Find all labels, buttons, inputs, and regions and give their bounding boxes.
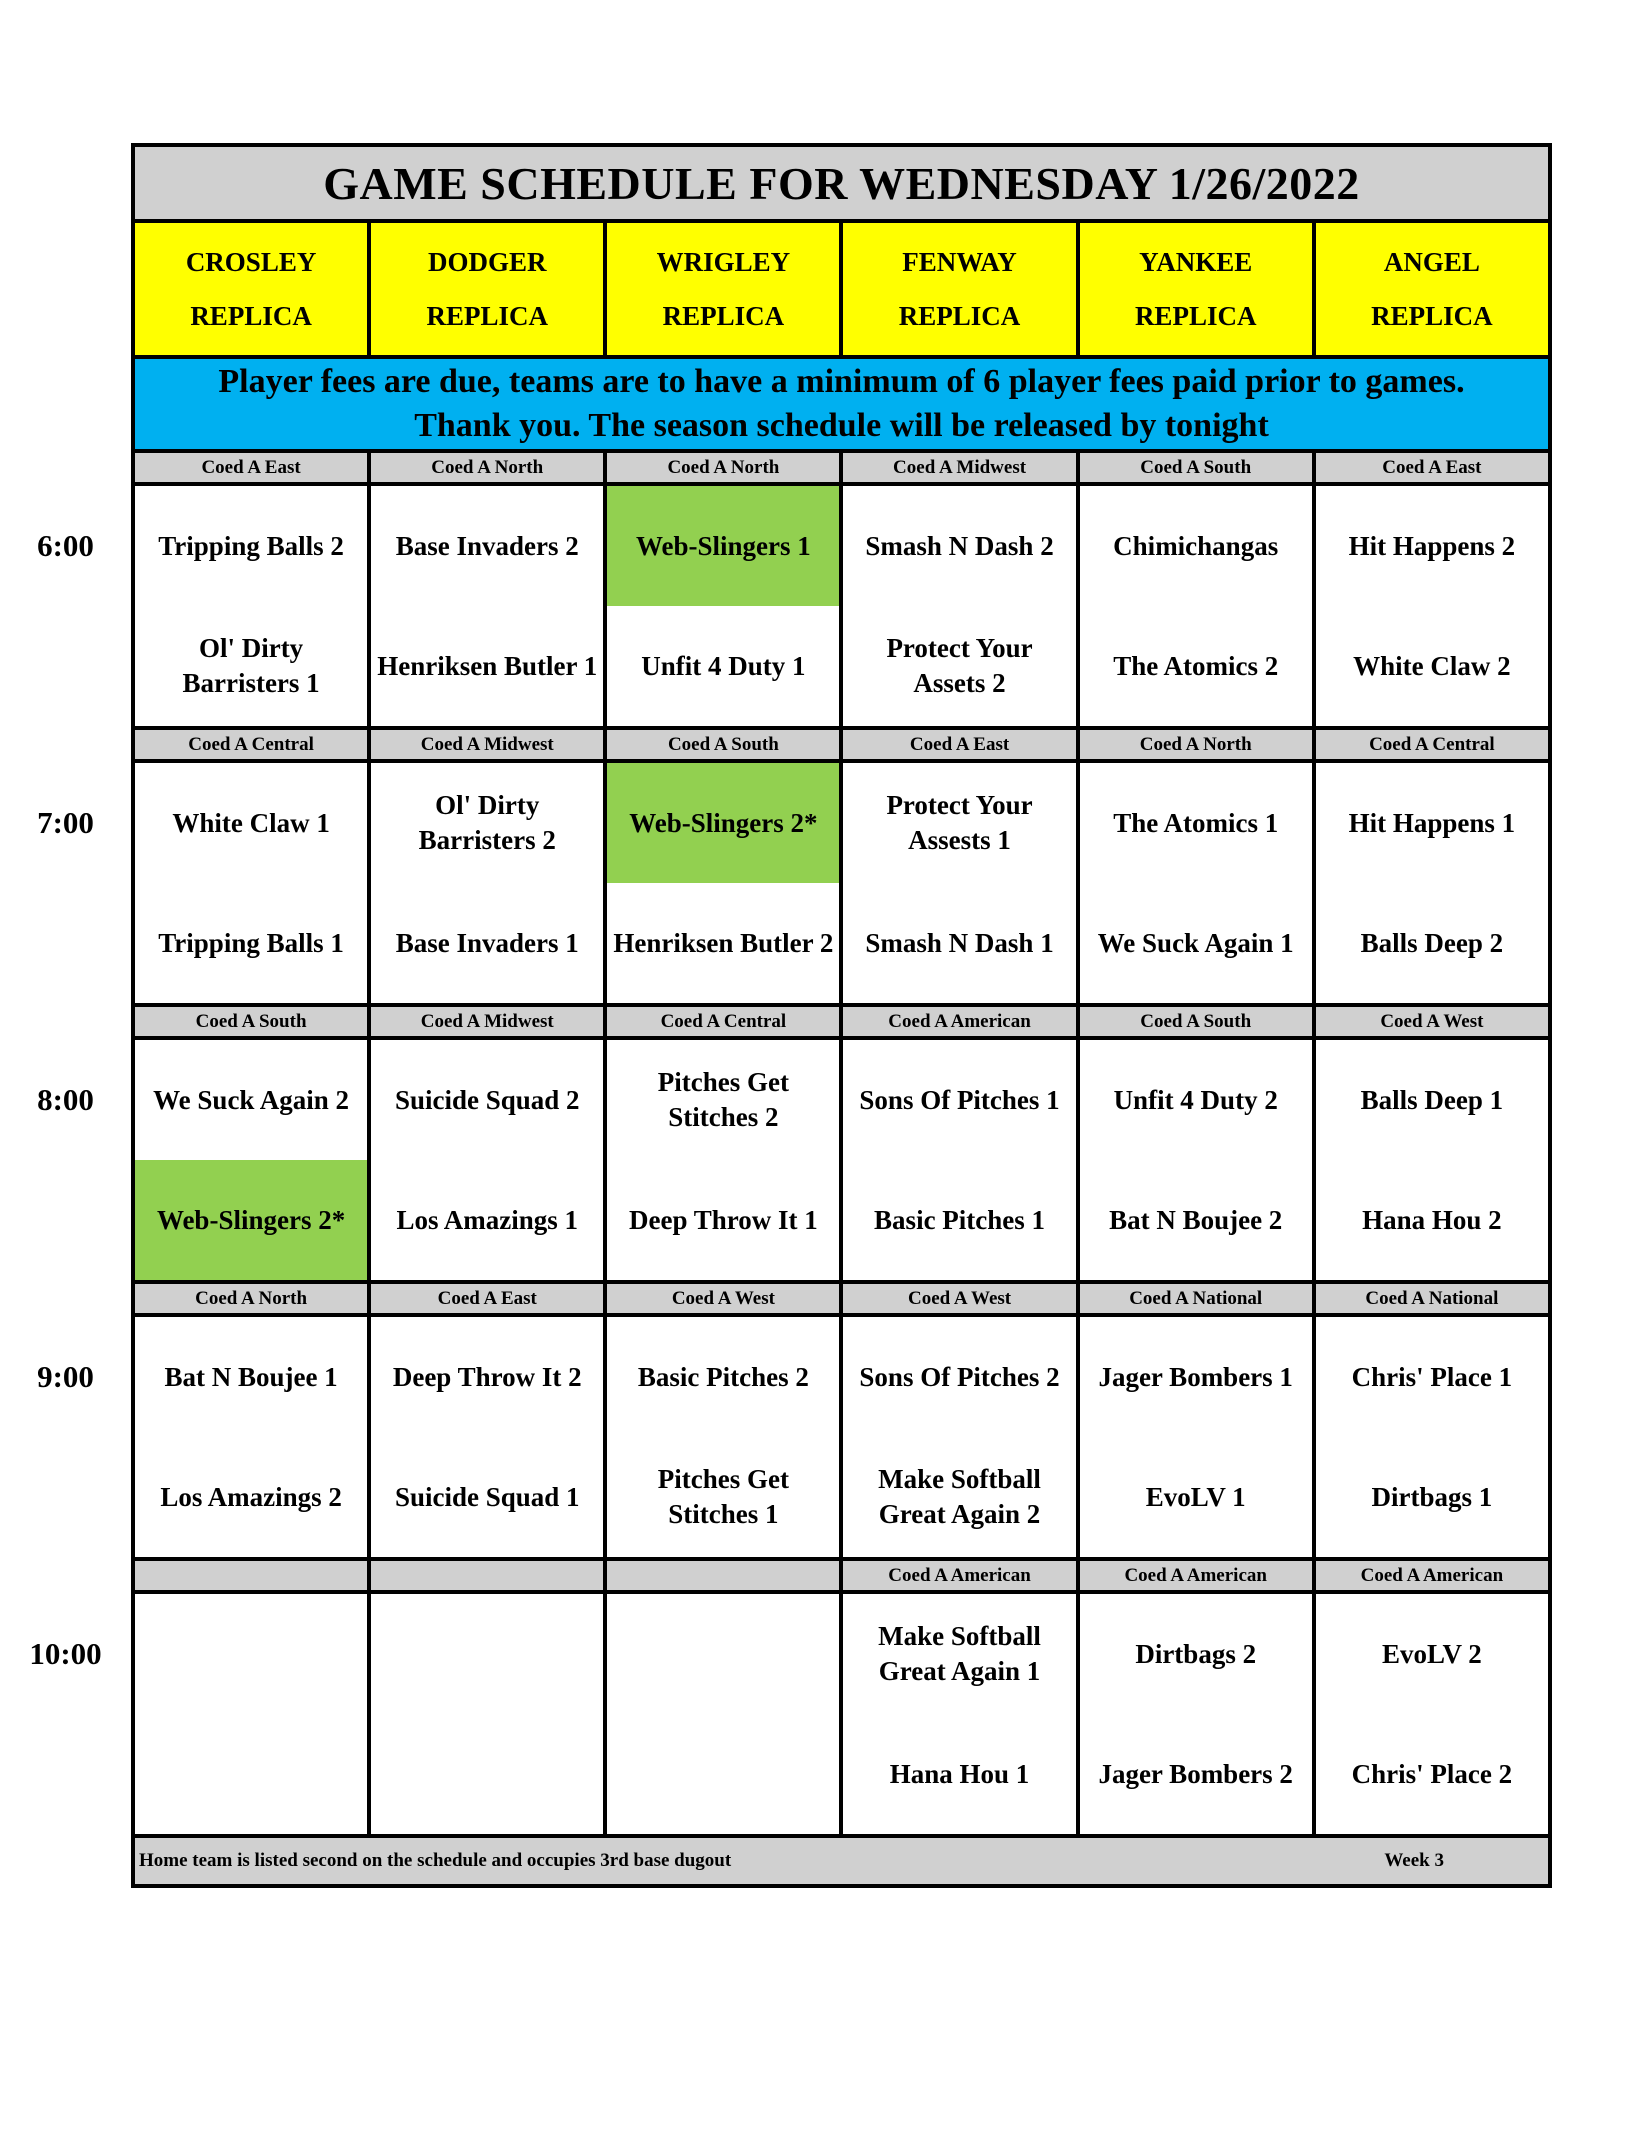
- game-matchup: [371, 486, 603, 726]
- away-team: Protect Your Assests 1: [886, 790, 1033, 855]
- field-type: REPLICA: [190, 301, 312, 331]
- home-team: [607, 1714, 839, 1834]
- game-cell: [369, 1315, 605, 1559]
- field-header-angel: [1314, 221, 1550, 357]
- home-team: Smash N Dash 1: [865, 927, 1054, 958]
- away-team: [607, 1594, 839, 1714]
- division-label: Coed A South: [1078, 451, 1314, 484]
- away-team: Balls Deep 1: [1360, 1084, 1504, 1115]
- field-name: DODGER: [427, 247, 547, 277]
- division-label: Coed A American: [1314, 1559, 1550, 1592]
- game-matchup: [371, 1317, 603, 1557]
- division-label: Coed A Midwest: [841, 451, 1077, 484]
- game-matchup: [1316, 1040, 1548, 1280]
- game-matchup: [371, 1594, 603, 1834]
- game-matchup: [135, 486, 367, 726]
- division-label: Coed A North: [369, 451, 605, 484]
- away-team: Basic Pitches 2: [637, 1361, 809, 1392]
- game-cell: [133, 1038, 369, 1282]
- game-cell: [369, 1038, 605, 1282]
- home-team: Dirtbags 1: [1371, 1481, 1493, 1512]
- game-cell: [1078, 1315, 1314, 1559]
- game-cell: [369, 484, 605, 728]
- game-cell: [369, 761, 605, 1005]
- division-label: Coed A South: [133, 1005, 369, 1038]
- home-team: Tripping Balls 1: [158, 927, 344, 958]
- game-matchup: [843, 486, 1075, 726]
- home-team: Bat N Boujee 2: [1109, 1204, 1283, 1235]
- game-matchup: [843, 1317, 1075, 1557]
- home-team: Pitches Get Stitches 1: [657, 1464, 789, 1529]
- away-team: Base Invaders 2: [395, 530, 579, 561]
- away-team: Hit Happens 1: [1348, 807, 1516, 838]
- field-header-fenway: [841, 221, 1077, 357]
- home-team: Hana Hou 1: [889, 1758, 1030, 1789]
- game-matchup: [1316, 1317, 1548, 1557]
- home-team: Base Invaders 1: [395, 927, 579, 958]
- division-label: Coed A West: [1314, 1005, 1550, 1038]
- away-team: Web-Slingers 2*: [607, 763, 839, 883]
- home-team-note: Home team is listed second on the schedule and occupies 3rd base dugout: [139, 1850, 732, 1871]
- fee-notice: [133, 357, 1550, 451]
- game-cell: [1078, 484, 1314, 728]
- home-team: Chris' Place 2: [1351, 1758, 1513, 1789]
- division-row: [133, 1282, 1550, 1315]
- game-cell: [1314, 1315, 1550, 1559]
- game-matchup: [135, 1317, 367, 1557]
- game-cell: [605, 1592, 841, 1836]
- home-team: Los Amazings 2: [160, 1481, 342, 1512]
- game-matchup: [135, 763, 367, 1003]
- away-team: [371, 1594, 603, 1714]
- away-team: [135, 1594, 367, 1714]
- field-header-yankee: [1078, 221, 1314, 357]
- time-slot-label: 8:00: [37, 1082, 94, 1117]
- division-label: Coed A American: [1078, 1559, 1314, 1592]
- game-matchup: [1080, 1594, 1312, 1834]
- fee-notice-line2: Thank you. The season schedule will be released by tonight: [414, 407, 1269, 444]
- field-name: CROSLEY: [185, 247, 317, 277]
- field-name: YANKEE: [1139, 247, 1253, 277]
- game-cell: [841, 761, 1077, 1005]
- division-label: Coed A National: [1078, 1282, 1314, 1315]
- game-row: [133, 484, 1550, 728]
- week-label: Week 3: [1384, 1850, 1444, 1871]
- home-team: Ol' Dirty Barristers 1: [182, 633, 320, 698]
- game-cell: [841, 1315, 1077, 1559]
- away-team: Ol' Dirty Barristers 2: [418, 790, 556, 855]
- home-team: [135, 1714, 367, 1834]
- game-matchup: [371, 763, 603, 1003]
- time-slot-label: 9:00: [37, 1359, 94, 1394]
- away-team: White Claw 1: [172, 807, 330, 838]
- away-team: Deep Throw It 2: [392, 1361, 582, 1392]
- division-row: [133, 1005, 1550, 1038]
- game-cell: [1314, 1038, 1550, 1282]
- game-cell: [1078, 1592, 1314, 1836]
- home-team: We Suck Again 1: [1097, 927, 1294, 958]
- home-team: Web-Slingers 2*: [135, 1160, 367, 1280]
- game-matchup: [843, 763, 1075, 1003]
- footer-bar: [133, 1836, 1550, 1886]
- field-type: REPLICA: [1371, 301, 1493, 331]
- division-label: Coed A East: [133, 451, 369, 484]
- game-cell: [133, 1315, 369, 1559]
- away-team: Web-Slingers 1: [607, 486, 839, 606]
- division-label: Coed A American: [841, 1005, 1077, 1038]
- game-cell: [1078, 1038, 1314, 1282]
- game-matchup: [843, 1040, 1075, 1280]
- away-team: Make Softball Great Again 1: [878, 1621, 1041, 1686]
- division-label: Coed A West: [605, 1282, 841, 1315]
- division-label: Coed A North: [1078, 728, 1314, 761]
- home-team: Suicide Squad 1: [394, 1481, 580, 1512]
- field-type: REPLICA: [898, 301, 1021, 331]
- game-matchup: [1316, 486, 1548, 726]
- game-cell: [1314, 1592, 1550, 1836]
- home-team: Deep Throw It 1: [629, 1204, 818, 1235]
- home-team: Unfit 4 Duty 1: [641, 650, 806, 681]
- home-team: Protect Your Assets 2: [886, 633, 1033, 698]
- division-label: Coed A Midwest: [369, 1005, 605, 1038]
- away-team: Pitches Get Stitches 2: [657, 1067, 789, 1132]
- home-team: White Claw 2: [1353, 650, 1511, 681]
- game-cell: [133, 484, 369, 728]
- game-cell: [1314, 761, 1550, 1005]
- division-label: Coed A Central: [133, 728, 369, 761]
- game-cell: [841, 1592, 1077, 1836]
- game-matchup: [843, 1594, 1075, 1834]
- game-cell: [1314, 484, 1550, 728]
- division-label: Coed A East: [841, 728, 1077, 761]
- division-row: [133, 728, 1550, 761]
- away-team: Jager Bombers 1: [1098, 1361, 1293, 1392]
- division-label: Coed A South: [605, 728, 841, 761]
- away-team: Dirtbags 2: [1135, 1638, 1257, 1669]
- division-label: Coed A North: [605, 451, 841, 484]
- time-slot-label: 7:00: [37, 805, 94, 840]
- game-cell: [605, 761, 841, 1005]
- away-team: Suicide Squad 2: [394, 1084, 580, 1115]
- game-cell: [133, 761, 369, 1005]
- away-team: Chris' Place 1: [1351, 1361, 1513, 1392]
- game-cell: [605, 484, 841, 728]
- division-label: Coed A Central: [605, 1005, 841, 1038]
- division-label: Coed A West: [841, 1282, 1077, 1315]
- home-team: Jager Bombers 2: [1098, 1758, 1293, 1789]
- field-header-row: [133, 221, 1550, 357]
- game-matchup: [607, 486, 839, 726]
- home-team: The Atomics 2: [1113, 650, 1279, 681]
- field-header-crosley: [133, 221, 369, 357]
- field-name: WRIGLEY: [656, 247, 791, 277]
- division-label: [369, 1559, 605, 1592]
- home-team: Make Softball Great Again 2: [878, 1464, 1041, 1529]
- game-matchup: [1080, 763, 1312, 1003]
- away-team: Unfit 4 Duty 2: [1113, 1084, 1278, 1115]
- division-label: Coed A North: [133, 1282, 369, 1315]
- game-matchup: [607, 1040, 839, 1280]
- away-team: We Suck Again 2: [153, 1084, 349, 1115]
- game-matchup: [1080, 1040, 1312, 1280]
- division-label: Coed A American: [841, 1559, 1077, 1592]
- home-team: Henriksen Butler 1: [377, 650, 598, 681]
- home-team: [371, 1714, 603, 1834]
- home-team: Henriksen Butler 2: [613, 927, 834, 958]
- game-matchup: [607, 1317, 839, 1557]
- game-row: [133, 1315, 1550, 1559]
- schedule-sheet: [131, 143, 1552, 1888]
- away-team: Sons Of Pitches 2: [859, 1361, 1060, 1392]
- schedule-table: [131, 143, 1552, 1888]
- away-team: Hit Happens 2: [1348, 530, 1516, 561]
- game-matchup: [607, 763, 839, 1003]
- field-type: REPLICA: [426, 301, 548, 331]
- division-row: [133, 1559, 1550, 1592]
- field-type: REPLICA: [662, 301, 785, 331]
- game-row: [133, 761, 1550, 1005]
- home-team: Hana Hou 2: [1362, 1204, 1502, 1235]
- away-team: The Atomics 1: [1113, 807, 1279, 838]
- away-team: Tripping Balls 2: [158, 530, 344, 561]
- division-label: Coed A Central: [1314, 728, 1550, 761]
- game-matchup: [135, 1594, 367, 1834]
- home-team: Los Amazings 1: [396, 1204, 578, 1235]
- away-team: Chimichangas: [1113, 530, 1279, 561]
- division-label: [605, 1559, 841, 1592]
- game-matchup: [1080, 1317, 1312, 1557]
- game-cell: [369, 1592, 605, 1836]
- fee-notice-line1: Player fees are due, teams are to have a minimum of 6 player fees paid prior to games.: [218, 363, 1465, 400]
- away-team: Sons Of Pitches 1: [859, 1084, 1060, 1115]
- time-slot-label: 10:00: [29, 1636, 102, 1671]
- home-team: Basic Pitches 1: [874, 1204, 1046, 1235]
- game-matchup: [1316, 763, 1548, 1003]
- division-label: Coed A East: [1314, 451, 1550, 484]
- home-team: Balls Deep 2: [1360, 927, 1504, 958]
- game-cell: [605, 1038, 841, 1282]
- away-team: EvoLV 2: [1381, 1638, 1482, 1669]
- game-matchup: [1316, 1594, 1548, 1834]
- game-cell: [841, 484, 1077, 728]
- division-label: Coed A East: [369, 1282, 605, 1315]
- division-label: Coed A Midwest: [369, 728, 605, 761]
- field-name: FENWAY: [902, 247, 1017, 277]
- game-matchup: [1080, 486, 1312, 726]
- game-matchup: [135, 1040, 367, 1280]
- game-row: [133, 1592, 1550, 1836]
- away-team: Bat N Boujee 1: [164, 1361, 338, 1392]
- away-team: Smash N Dash 2: [865, 530, 1054, 561]
- division-row: [133, 451, 1550, 484]
- home-team: EvoLV 1: [1145, 1481, 1246, 1512]
- division-label: Coed A National: [1314, 1282, 1550, 1315]
- game-row: [133, 1038, 1550, 1282]
- schedule-title: GAME SCHEDULE FOR WEDNESDAY 1/26/2022: [133, 145, 1550, 221]
- field-name: ANGEL: [1383, 247, 1480, 277]
- game-cell: [605, 1315, 841, 1559]
- game-matchup: [371, 1040, 603, 1280]
- field-header-dodger: [369, 221, 605, 357]
- game-cell: [1078, 761, 1314, 1005]
- field-type: REPLICA: [1134, 301, 1257, 331]
- field-header-wrigley: [605, 221, 841, 357]
- time-slot-label: 6:00: [37, 528, 94, 563]
- division-label: Coed A South: [1078, 1005, 1314, 1038]
- game-matchup: [607, 1594, 839, 1834]
- game-cell: [133, 1592, 369, 1836]
- game-cell: [841, 1038, 1077, 1282]
- division-label: [133, 1559, 369, 1592]
